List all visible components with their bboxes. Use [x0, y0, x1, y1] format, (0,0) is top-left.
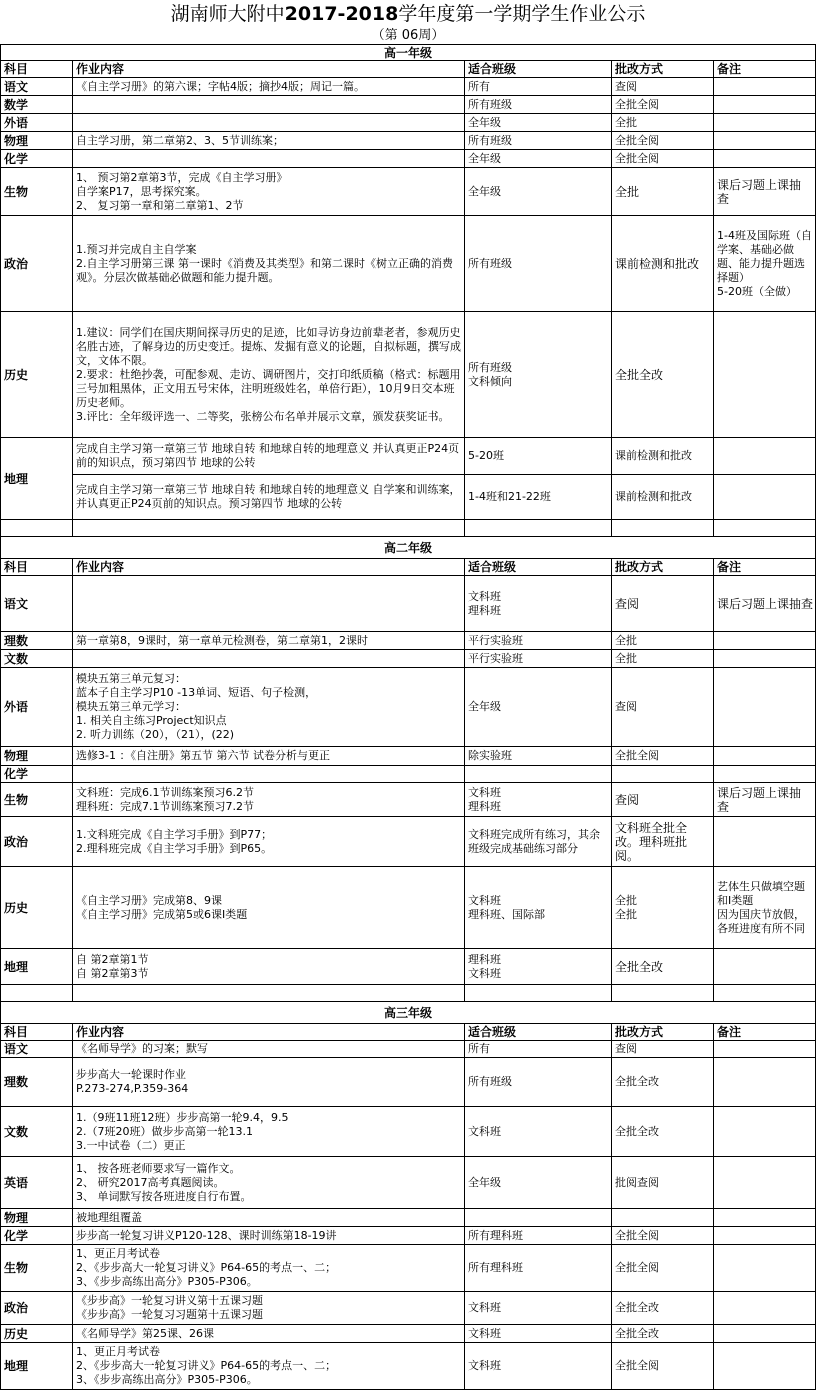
content-cell: 《自主学习册》的第六课；字帖4版；摘抄4版；周记一篇。: [73, 78, 465, 96]
subject-cell: 物理: [1, 1209, 73, 1227]
classes-cell: 平行实验班: [465, 632, 612, 650]
title-years: 2017-2018: [284, 3, 399, 25]
note-cell: [714, 650, 816, 668]
note-cell: [714, 817, 816, 867]
grade-title: 高一年级: [1, 45, 816, 61]
header-classes: 适合班级: [465, 61, 612, 78]
content-cell: [73, 1245, 465, 1292]
method-cell: 全批全阅: [612, 132, 714, 150]
table-row: [1, 747, 816, 766]
header-note: 备注: [714, 559, 816, 576]
table-row: [1, 668, 816, 747]
note-cell: [714, 78, 816, 96]
header-content: 作业内容: [73, 559, 465, 576]
content-cell: 步步高一轮复习讲义P120-128、课时训练第18-19讲: [73, 1227, 465, 1245]
classes-cell: 全年级: [465, 668, 612, 747]
header-method: 批改方式: [612, 559, 714, 576]
subject-cell: 化学: [1, 150, 73, 168]
table-row: [1, 312, 816, 438]
method-cell: 课前检测和批改: [612, 475, 714, 520]
note-text: 1-4班及国际班（自学案、基础必做题、能力提升题选择题） 5-20班（全做）: [717, 228, 812, 298]
method-cell: 全批全阅: [612, 747, 714, 766]
spacer-row: [1, 985, 816, 1002]
subject-cell: 生物: [1, 783, 73, 817]
content-cell: [73, 1058, 465, 1107]
subject-cell: 化学: [1, 766, 73, 783]
note-cell: 课后习题上课抽查: [714, 576, 816, 632]
classes-cell: [465, 867, 612, 949]
method-cell: 全批全改: [612, 1058, 714, 1107]
subject-cell: 政治: [1, 817, 73, 867]
note-cell: [714, 1041, 816, 1058]
note-cell: [714, 1343, 816, 1390]
content-cell: [73, 783, 465, 817]
classes-cell: 所有班级: [465, 96, 612, 114]
grade-title: 高二年级: [1, 537, 816, 559]
classes-text: 理科班 文科班: [468, 952, 501, 980]
subject-cell: 物理: [1, 747, 73, 766]
table-row: [1, 576, 816, 632]
table-row: [1, 632, 816, 650]
table-row: [1, 114, 816, 132]
content-text: 自 第2章第1节 自 第2章第3节: [76, 952, 149, 980]
content-cell: 完成自主学习第一章第三节 地球自转 和地球自转的地理意义 自学案和训练案，并认真更正P24页前的知识点。预习第四节 地球的公转: [73, 475, 465, 520]
header-content: 作业内容: [73, 61, 465, 78]
content-cell: [73, 150, 465, 168]
note-cell: [714, 1227, 816, 1245]
table-row: [1, 766, 816, 783]
method-cell: 全批全改: [612, 1292, 714, 1325]
classes-cell: 平行实验班: [465, 650, 612, 668]
method-cell: 全批: [612, 632, 714, 650]
classes-cell: 文科班: [465, 1107, 612, 1157]
content-cell: [73, 817, 465, 867]
classes-cell: 所有理科班: [465, 1245, 612, 1292]
note-cell: [714, 216, 816, 312]
subject-cell: 语文: [1, 78, 73, 96]
subject-cell: 语文: [1, 576, 73, 632]
method-cell: 全批全改: [612, 1107, 714, 1157]
content-cell: [73, 114, 465, 132]
content-cell: [73, 1107, 465, 1157]
grade-header-row: [1, 537, 816, 559]
content-cell: [73, 867, 465, 949]
note-cell: [714, 312, 816, 438]
content-text: 步步高大一轮课时作业 P.273-274,P.359-364: [76, 1068, 189, 1095]
note-cell: [714, 867, 816, 949]
table-row: [1, 1292, 816, 1325]
subject-cell: 理数: [1, 632, 73, 650]
subject-cell: 英语: [1, 1157, 73, 1209]
method-cell: [612, 766, 714, 783]
classes-cell: 全年级: [465, 150, 612, 168]
column-header-row: [1, 61, 816, 78]
table-row: [1, 1107, 816, 1157]
table-row: [1, 132, 816, 150]
note-cell: 课后习题上课抽查: [714, 783, 816, 817]
method-cell: 全批: [612, 114, 714, 132]
classes-cell: 文科班: [465, 1325, 612, 1343]
subject-cell: 地理: [1, 949, 73, 985]
method-cell: 全批: [612, 650, 714, 668]
subject-cell: 地理: [1, 438, 73, 520]
method-cell: 课前检测和批改: [612, 216, 714, 312]
table-row: [1, 1157, 816, 1209]
content-cell: 《名师导学》的习案；默写: [73, 1041, 465, 1058]
subject-cell: 生物: [1, 168, 73, 216]
table-row: [1, 949, 816, 985]
table-row: [1, 1343, 816, 1390]
note-cell: [714, 632, 816, 650]
content-cell: 选修3-1 ：《自注册》第五节 第六节 试卷分析与更正: [73, 747, 465, 766]
content-text: 1.文科班完成《自主学习手册》到P77； 2.理科班完成《自主学习手册》到P65。: [76, 827, 273, 855]
content-cell: [73, 949, 465, 985]
table-row: [1, 1041, 816, 1058]
note-cell: [714, 1157, 816, 1209]
note-cell: [714, 1245, 816, 1292]
header-note: 备注: [714, 1024, 816, 1041]
method-cell: 全批全改: [612, 949, 714, 985]
method-cell: 全批全阅: [612, 1227, 714, 1245]
grade-title: 高三年级: [1, 1002, 816, 1024]
subject-cell: 理数: [1, 1058, 73, 1107]
table-row: [1, 1325, 816, 1343]
subject-cell: 政治: [1, 1292, 73, 1325]
method-cell: 全批全改: [612, 1325, 714, 1343]
classes-cell: 所有班级: [465, 1058, 612, 1107]
classes-cell: 所有班级: [465, 216, 612, 312]
content-text: 1、 按各班老师要求写一篇作文。 2、 研究2017高考真题阅读。 3、 单词默写按各班进度自行布置。: [76, 1161, 252, 1203]
classes-cell: 全年级: [465, 168, 612, 216]
method-cell: 查阅: [612, 576, 714, 632]
note-cell: 课后习题上课抽查: [714, 168, 816, 216]
note-cell: [714, 668, 816, 747]
content-text: 1.（9班11班12班）步步高第一轮9.4，9.5 2.（7班20班）做步步高第一轮13.1 3.一中试卷（二）更正: [76, 1110, 289, 1152]
method-cell: [612, 1209, 714, 1227]
grade-header-row: [1, 1002, 816, 1024]
content-cell: 被地理组覆盖: [73, 1209, 465, 1227]
content-text: 1、 预习第2章第3节，完成《自主学习册》 自学案P17，思考探究案。 2、 复习第一章和第二章第1、2节: [76, 170, 288, 212]
method-cell: 全批全阅: [612, 1343, 714, 1390]
classes-cell: 5-20班: [465, 438, 612, 475]
page-title: [0, 0, 816, 28]
method-cell: 查阅: [612, 783, 714, 817]
classes-cell: [465, 949, 612, 985]
content-cell: [73, 1343, 465, 1390]
column-header-row: [1, 559, 816, 576]
note-cell: [714, 96, 816, 114]
table-row: [1, 78, 816, 96]
note-cell: [714, 1325, 816, 1343]
classes-cell: 文科班: [465, 1343, 612, 1390]
content-text: 1、更正月考试卷 2、《步步高大一轮复习讲义》P64-65的考点一、二； 3、《步步高练出高分》P305-P306。: [76, 1247, 337, 1288]
classes-cell: 文科班完成所有练习，其余班级完成基础练习部分: [465, 817, 612, 867]
classes-text: 文科班 理科班: [468, 589, 501, 617]
classes-cell: 1-4班和21-22班: [465, 475, 612, 520]
method-cell: [612, 867, 714, 949]
subject-cell: 历史: [1, 1325, 73, 1343]
subject-cell: 外语: [1, 668, 73, 747]
classes-cell: [465, 1209, 612, 1227]
content-cell: [73, 168, 465, 216]
classes-cell: [465, 576, 612, 632]
content-cell: [73, 576, 465, 632]
content-text: 模块五第三单元复习： 蓝本子自主学习P10 -13单词、短语、句子检测， 模块五第三单元学习： 1. 相关自主练习Project知识点 2. 听力训练（20），（21），(22): [76, 672, 317, 741]
method-cell: 全批全阅: [612, 150, 714, 168]
subject-cell: 生物: [1, 1245, 73, 1292]
subject-cell: 物理: [1, 132, 73, 150]
header-subject: 科目: [1, 559, 73, 576]
table-row: [1, 96, 816, 114]
header-subject: 科目: [1, 61, 73, 78]
header-classes: 适合班级: [465, 559, 612, 576]
method-cell: 课前检测和批改: [612, 438, 714, 475]
classes-cell: 所有: [465, 78, 612, 96]
subject-cell: 语文: [1, 1041, 73, 1058]
note-text: 艺体生只做填空题和Ⅰ类题 因为国庆节放假，各班进度有所不同: [717, 879, 805, 935]
content-text: 《自主学习册》完成第8、9课 《自主学习册》完成第5或6课Ⅰ类题: [76, 893, 248, 921]
content-cell: 完成自主学习第一章第三节 地球自转 和地球自转的地理意义 并认真更正P24页前的知识点，预习第四节 地球的公转: [73, 438, 465, 475]
subject-cell: 政治: [1, 216, 73, 312]
classes-cell: 除实验班: [465, 747, 612, 766]
note-cell: [714, 766, 816, 783]
table-row: [1, 168, 816, 216]
content-text: 1、更正月考试卷 2、《步步高大一轮复习讲义》P64-65的考点一、二； 3、《步步高练出高分》P305-P306。: [76, 1345, 337, 1386]
method-cell: 文科班全批全改。理科班批阅。: [612, 817, 714, 867]
header-method: 批改方式: [612, 61, 714, 78]
classes-cell: [465, 312, 612, 438]
content-text: 1.建议：同学们在国庆期间探寻历史的足迹，比如寻访身边前辈老者，参观历史名胜古迹，了解身边的历史变迁。提炼、发掘有意义的论题，自拟标题，撰写成文，文体不限。 2.要求：杜绝抄袭，可配参观、走访、调研图片，交打印纸质稿（格式：标题用三号加粗黑体，正文用五号宋体，注明班级姓名，单倍行距），10月9日交本班历史老师。 3.评比：全年级评选一、二等奖，张榜公布名单并展示文章，颁发获奖证书。: [76, 325, 461, 423]
method-cell: 查阅: [612, 668, 714, 747]
method-cell: 批阅查阅: [612, 1157, 714, 1209]
classes-cell: 全年级: [465, 114, 612, 132]
classes-text: 文科班 理科班、国际部: [468, 893, 545, 921]
classes-cell: [465, 766, 612, 783]
method-cell: 全批全改: [612, 312, 714, 438]
content-cell: 自主学习册，第二章第2、3、5节训练案；: [73, 132, 465, 150]
classes-cell: [465, 783, 612, 817]
content-text: 1.预习并完成自主自学案 2.自主学习册第三课 第一课时《消费及其类型》和第二课时《树立正确的消费观》。分层次做基础必做题和能力提升题。: [76, 242, 453, 284]
content-cell: 《名师导学》第25课、26课: [73, 1325, 465, 1343]
classes-cell: 文科班: [465, 1292, 612, 1325]
header-note: 备注: [714, 61, 816, 78]
subject-cell: 外语: [1, 114, 73, 132]
table-row: [1, 817, 816, 867]
grade-header-row: [1, 45, 816, 61]
week-label: （第 06周）: [371, 28, 445, 43]
note-cell: [714, 949, 816, 985]
note-cell: [714, 1292, 816, 1325]
spacer-row: [1, 520, 816, 537]
note-cell: [714, 132, 816, 150]
table-row: [1, 1209, 816, 1227]
method-cell: 查阅: [612, 1041, 714, 1058]
note-cell: [714, 150, 816, 168]
subject-cell: 化学: [1, 1227, 73, 1245]
note-cell: [714, 747, 816, 766]
subject-cell: 数学: [1, 96, 73, 114]
note-cell: [714, 438, 816, 475]
header-classes: 适合班级: [465, 1024, 612, 1041]
table-row: [1, 1058, 816, 1107]
content-cell: [73, 1292, 465, 1325]
table-row: [1, 438, 816, 475]
note-cell: [714, 475, 816, 520]
note-cell: [714, 1107, 816, 1157]
content-cell: [73, 650, 465, 668]
content-text: 文科班：完成6.1节训练案预习6.2节 理科班：完成7.1节训练案预习7.2节: [76, 785, 254, 813]
subject-cell: 历史: [1, 867, 73, 949]
table-row: [1, 216, 816, 312]
table-row: [1, 475, 816, 520]
content-text: 《步步高》一轮复习讲义第十五课习题 《步步高》一轮复习习题第十五课习题: [76, 1294, 263, 1321]
subject-cell: 地理: [1, 1343, 73, 1390]
column-header-row: [1, 1024, 816, 1041]
method-cell: 全批全阅: [612, 1245, 714, 1292]
title-term: 学年度第一学期学生作业公示: [398, 3, 646, 25]
table-row: [1, 1227, 816, 1245]
method-text: 全批 全批: [615, 893, 637, 921]
header-subject: 科目: [1, 1024, 73, 1041]
method-cell: 全批: [612, 168, 714, 216]
content-cell: 第一章第8，9课时，第一章单元检测卷，第二章第1，2课时: [73, 632, 465, 650]
homework-table: [0, 44, 816, 1390]
table-row: [1, 650, 816, 668]
content-cell: [73, 766, 465, 783]
subject-cell: 文数: [1, 1107, 73, 1157]
classes-cell: 所有: [465, 1041, 612, 1058]
note-cell: [714, 1058, 816, 1107]
content-cell: [73, 1157, 465, 1209]
note-cell: [714, 1209, 816, 1227]
header-content: 作业内容: [73, 1024, 465, 1041]
title-school: 湖南师大附中: [170, 3, 285, 25]
table-row: [1, 150, 816, 168]
method-cell: 全批全阅: [612, 96, 714, 114]
classes-cell: 所有理科班: [465, 1227, 612, 1245]
table-row: [1, 783, 816, 817]
content-cell: [73, 668, 465, 747]
classes-text: 文科班 理科班: [468, 785, 501, 813]
content-cell: [73, 312, 465, 438]
classes-cell: 所有班级: [465, 132, 612, 150]
method-cell: 查阅: [612, 78, 714, 96]
classes-cell: 全年级: [465, 1157, 612, 1209]
header-method: 批改方式: [612, 1024, 714, 1041]
content-cell: [73, 96, 465, 114]
content-cell: [73, 216, 465, 312]
subject-cell: 文数: [1, 650, 73, 668]
classes-text: 所有班级 文科倾向: [468, 360, 512, 388]
note-cell: [714, 114, 816, 132]
subject-cell: 历史: [1, 312, 73, 438]
table-row: [1, 867, 816, 949]
table-row: [1, 1245, 816, 1292]
